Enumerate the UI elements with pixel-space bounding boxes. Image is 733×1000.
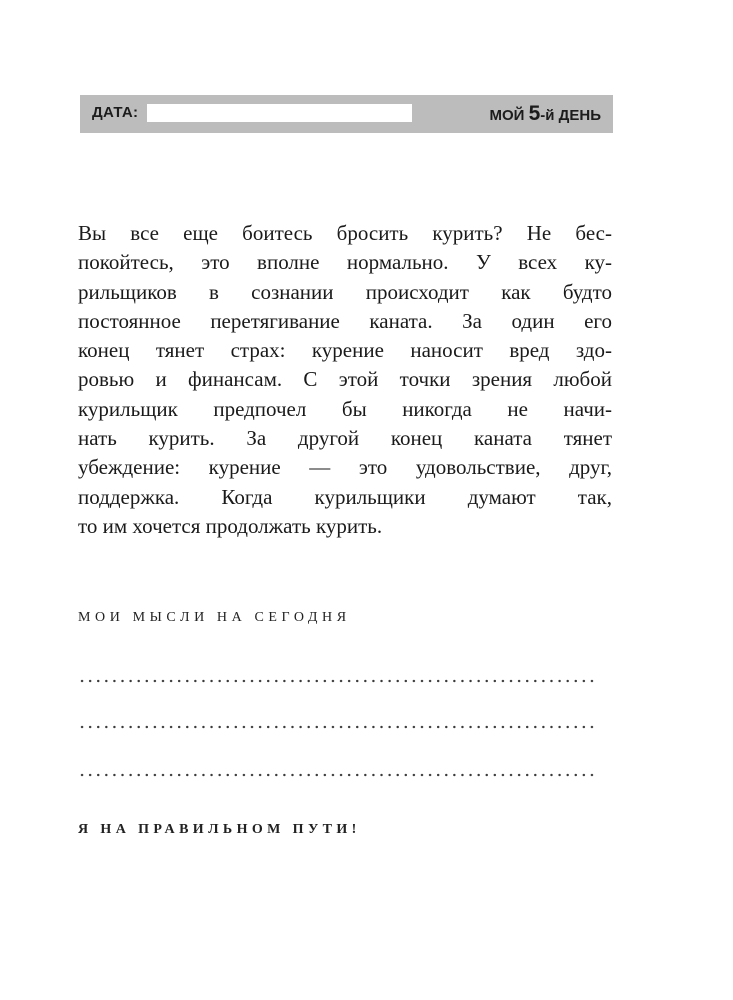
day-label — [489, 102, 601, 126]
date-label: ДАТА: — [92, 104, 139, 121]
dotted-line — [78, 725, 598, 729]
dotted-line — [78, 773, 598, 777]
paragraph-line: то им хочется продолжать курить. — [78, 513, 383, 538]
paragraph-line: конец тянет страх: курение наносит вред здо- — [78, 338, 612, 363]
paragraph-line: нать курить. За другой конец каната тянет — [78, 426, 612, 451]
day-number: 5 — [528, 102, 541, 125]
day-prefix: МОЙ — [489, 107, 529, 124]
header-bar — [80, 95, 613, 133]
day-suffix: -й ДЕНЬ — [540, 107, 601, 124]
paragraph-line: постоянное перетягивание каната. За один его — [78, 308, 612, 333]
closing-phrase: Я НА ПРАВИЛЬНОМ ПУТИ! — [78, 822, 361, 837]
dotted-line — [78, 679, 598, 683]
paragraph-line: Вы все еще боитесь бросить курить? Не бес- — [78, 221, 612, 245]
thoughts-title: МОИ МЫСЛИ НА СЕГОДНЯ — [78, 610, 351, 625]
paragraph-line: убеждение: курение — это удовольствие, друг, — [78, 455, 612, 480]
date-field — [147, 104, 412, 122]
paragraph-line: покойтесь, это вполне нормально. У всех ку- — [78, 250, 612, 275]
body-paragraph — [78, 219, 612, 541]
paragraph-line: ровью и финансам. С этой точки зрения любой — [78, 367, 612, 392]
paragraph-line: рильщиков в сознании происходит как будто — [78, 279, 612, 304]
paragraph-line: курильщик предпочел бы никогда не начи- — [78, 396, 612, 421]
paragraph-line: поддержка. Когда курильщики думают так, — [78, 484, 612, 509]
